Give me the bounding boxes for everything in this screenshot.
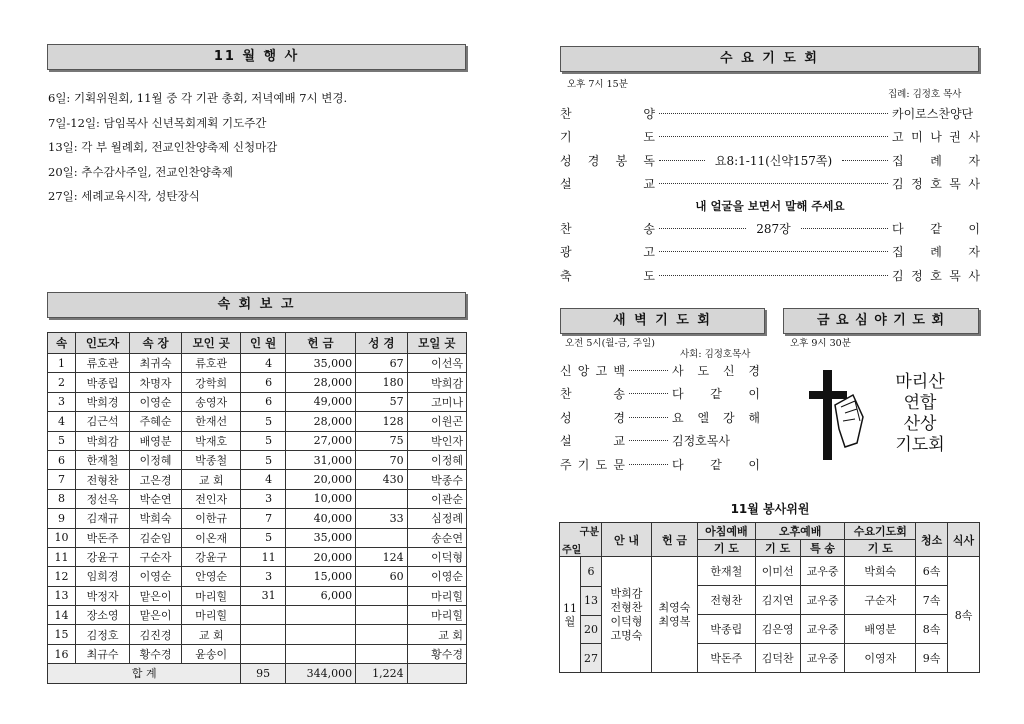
afternoon-prayer: 김덕찬: [755, 644, 800, 673]
guide-name: 고명숙: [610, 628, 643, 642]
cleaning-header: 청소: [916, 523, 948, 557]
total-offering: 344,000: [285, 664, 355, 683]
report-cell: 한재선: [182, 412, 241, 431]
report-cell: 박종철: [182, 450, 241, 469]
report-cell: 5: [241, 528, 285, 547]
report-cell: 이정혜: [407, 450, 466, 469]
report-cell: 20,000: [285, 470, 355, 489]
report-cell: 이온재: [182, 528, 241, 547]
cleaning: 8속: [916, 615, 948, 644]
wednesday-prayer: 이영자: [845, 644, 916, 673]
report-table: [47, 332, 467, 684]
report-cell: 차명자: [130, 373, 182, 392]
report-cell: 3: [241, 567, 285, 586]
report-cell: 황수경: [130, 644, 182, 663]
report-cell: 67: [356, 354, 408, 373]
order-value: 고 미 나 권 사: [892, 130, 980, 144]
report-cell: 5: [241, 412, 285, 431]
leader-dots: [629, 417, 668, 418]
order-value: 집 례 자: [892, 245, 980, 259]
sermon-title: 내 얼굴을 보면서 말해 주세요: [695, 199, 845, 213]
afternoon-header: 오후예배: [755, 523, 845, 540]
week-day: 27: [581, 643, 601, 672]
order-label: 축 도: [560, 268, 655, 283]
corner-header: [560, 523, 602, 557]
report-cell: 10,000: [285, 489, 355, 508]
report-cell: 28,000: [285, 373, 355, 392]
report-cell: 교 회: [407, 625, 466, 644]
order-row: [560, 127, 980, 147]
report-cell: 10: [48, 528, 76, 547]
report-cell: [356, 644, 408, 663]
report-cell: 맡은이: [130, 586, 182, 605]
report-cell: [241, 644, 285, 663]
report-cell: 이덕형: [407, 547, 466, 566]
special-song: 교우중: [800, 644, 845, 673]
afternoon-prayer: 이미선: [755, 557, 800, 586]
leader-dots: [801, 228, 888, 229]
report-cell: [241, 606, 285, 625]
report-cell: 김순임: [130, 528, 182, 547]
report-cell: 180: [356, 373, 408, 392]
report-cell: 이선옥: [407, 354, 466, 373]
report-row: [48, 470, 467, 489]
morning-prayer: 박종립: [698, 615, 756, 644]
order-value: 다 같 이: [892, 221, 980, 236]
order-label: 성 경 봉 독: [560, 153, 655, 168]
report-cell: [356, 489, 408, 508]
total-bible: 1,224: [356, 664, 408, 683]
afternoon-prayer: 김지연: [755, 586, 800, 615]
report-cell: 이한규: [182, 509, 241, 528]
leader-dots: [659, 275, 888, 276]
report-cell: 마리힐: [182, 606, 241, 625]
report-cell: 31: [241, 586, 285, 605]
report-row: [48, 392, 467, 411]
report-col-header: 성 경: [356, 333, 408, 354]
report-cell: 고은경: [130, 470, 182, 489]
wednesday-header: 수요기도회: [845, 523, 916, 540]
events-list: [48, 90, 458, 213]
report-cell: 6: [241, 373, 285, 392]
wednesday-prayer: 구순자: [845, 586, 916, 615]
order-label: 기 도: [560, 130, 655, 144]
report-cell: 5: [241, 431, 285, 450]
leader-dots: [629, 393, 668, 394]
report-cell: 류호관: [182, 354, 241, 373]
leader-dots: [659, 136, 888, 137]
order-row: [560, 242, 980, 262]
report-cell: [241, 625, 285, 644]
order-label: 찬 양: [560, 106, 655, 121]
dawn-time: 오전 5시(월-금, 주일): [565, 338, 655, 349]
report-cell: 강윤구: [182, 547, 241, 566]
report-cell: 124: [356, 547, 408, 566]
month-week-cell: [560, 557, 602, 673]
report-cell: 박희경: [76, 392, 130, 411]
morning-prayer-header: 기 도: [698, 540, 756, 557]
order-label: 신 앙 고 백: [560, 363, 625, 378]
report-cell: 6: [48, 450, 76, 469]
report-row: [48, 412, 467, 431]
report-cell: 박종립: [76, 373, 130, 392]
month-label: 11월: [563, 601, 577, 628]
report-cell: 마리힐: [182, 586, 241, 605]
report-cell: 강윤구: [76, 547, 130, 566]
report-cell: 정선옥: [76, 489, 130, 508]
report-row: [48, 450, 467, 469]
report-cell: 최규수: [76, 644, 130, 663]
offering-name: 최영숙: [658, 600, 691, 614]
wednesday-prayer-header: 기 도: [845, 540, 916, 557]
friday-title: 금 요 심 야 기 도 회: [783, 308, 979, 334]
report-col-header: 인도자: [76, 333, 130, 354]
morning-prayer: 한재철: [698, 557, 756, 586]
order-label: 찬 송: [560, 221, 655, 236]
report-cell: 35,000: [285, 354, 355, 373]
report-cell: 박희감: [407, 373, 466, 392]
order-row: [560, 218, 980, 238]
leader-dots: [659, 183, 888, 184]
report-cell: 임희경: [76, 567, 130, 586]
dawn-title: 새 벽 기 도 회: [560, 308, 765, 334]
report-cell: 이관순: [407, 489, 466, 508]
offering-name: 최영복: [658, 614, 691, 628]
report-cell: 4: [241, 470, 285, 489]
report-cell: 마리힐: [407, 586, 466, 605]
report-cell: 31,000: [285, 450, 355, 469]
report-cell: 430: [356, 470, 408, 489]
order-value: 사 도 신 경: [672, 363, 760, 378]
report-col-header: 속 장: [130, 333, 182, 354]
wednesday-time: 오후 7시 15분: [567, 79, 628, 90]
special-song: 교우중: [800, 615, 845, 644]
report-cell: 김정호: [76, 625, 130, 644]
order-row: [560, 384, 760, 404]
report-cell: 70: [356, 450, 408, 469]
report-cell: 28,000: [285, 412, 355, 431]
week-day: 6: [581, 557, 601, 586]
volunteer-row: [560, 557, 980, 586]
guide-name: 전형찬: [610, 600, 643, 614]
report-cell: 박재호: [182, 431, 241, 450]
leader-dots: [629, 464, 668, 465]
report-cell: 이정혜: [130, 450, 182, 469]
report-row: [48, 354, 467, 373]
report-cell: 4: [48, 412, 76, 431]
report-cell: 김진경: [130, 625, 182, 644]
leader-dots: [629, 370, 668, 371]
report-cell: [356, 606, 408, 625]
friday-time: 오후 9시 30분: [790, 338, 851, 349]
report-cell: 5: [48, 431, 76, 450]
report-cell: 16: [48, 644, 76, 663]
cleaning: 9속: [916, 644, 948, 673]
report-cell: 7: [241, 509, 285, 528]
report-header-row: [48, 333, 467, 354]
report-cell: 맡은이: [130, 606, 182, 625]
report-cell: 11: [241, 547, 285, 566]
order-row: [560, 407, 760, 427]
corner-top: 구분: [579, 527, 599, 538]
report-title: 속 회 보 고: [47, 292, 466, 318]
report-cell: 이영순: [130, 392, 182, 411]
report-cell: 류호관: [76, 354, 130, 373]
order-label: 찬 송: [560, 387, 625, 401]
report-cell: 12: [48, 567, 76, 586]
report-cell: [285, 644, 355, 663]
special-song: 교우중: [800, 557, 845, 586]
report-row: [48, 606, 467, 625]
report-cell: 교 회: [182, 625, 241, 644]
logo-line: 연합: [903, 393, 937, 413]
report-cell: 심정례: [407, 509, 466, 528]
report-cell: 이영순: [407, 567, 466, 586]
meal-cell: 8속: [948, 557, 980, 673]
order-value: 카이로스찬양단: [892, 106, 974, 121]
report-cell: 구순자: [130, 547, 182, 566]
event-item: 7일-12일: 담임목사 신년목회계획 기도주간: [48, 115, 267, 130]
leader-dots: [659, 251, 888, 252]
report-col-header: 속: [48, 333, 76, 354]
report-cell: 20,000: [285, 547, 355, 566]
order-detail: 287장: [756, 221, 791, 236]
morning-header: 아침예배: [698, 523, 756, 540]
order-value: 다 같 이: [672, 387, 760, 401]
report-cell: 60: [356, 567, 408, 586]
report-cell: 배영분: [130, 431, 182, 450]
logo-line: 산상: [903, 414, 937, 434]
week-day: 20: [581, 615, 601, 644]
cleaning: 6속: [916, 557, 948, 586]
report-cell: 고미나: [407, 392, 466, 411]
report-col-header: 인 원: [241, 333, 285, 354]
report-cell: [285, 606, 355, 625]
report-cell: [356, 528, 408, 547]
leader-dots: [659, 228, 746, 229]
morning-prayer: 전형찬: [698, 586, 756, 615]
events-title: 11 월 행 사: [47, 44, 466, 70]
report-cell: 박희숙: [130, 509, 182, 528]
wednesday-prayer: 박희숙: [845, 557, 916, 586]
report-cell: 3: [48, 392, 76, 411]
report-cell: 15: [48, 625, 76, 644]
order-value: 다 같 이: [672, 457, 760, 472]
offering-cell: [652, 557, 698, 673]
total-people: 95: [241, 664, 285, 683]
wednesday-title: 수 요 기 도 회: [560, 46, 979, 72]
report-cell: 6,000: [285, 586, 355, 605]
report-cell: 박정자: [76, 586, 130, 605]
guide-name: 이덕형: [610, 614, 643, 628]
report-cell: 박순연: [130, 489, 182, 508]
event-item: 27일: 세례교육시작, 성탄장식: [48, 189, 200, 203]
total-empty: [407, 664, 466, 683]
report-row: [48, 489, 467, 508]
report-cell: 박종수: [407, 470, 466, 489]
order-detail: 요8:1-11(신약157쪽): [714, 153, 833, 168]
report-cell: 마리힐: [407, 606, 466, 625]
report-cell: 1: [48, 354, 76, 373]
report-cell: 27,000: [285, 431, 355, 450]
report-row: [48, 586, 467, 605]
report-cell: 안영순: [182, 567, 241, 586]
friday-logo-text: [870, 372, 970, 456]
report-cell: 김근석: [76, 412, 130, 431]
wednesday-leader: 집례: 김정호 목사: [888, 89, 962, 100]
report-cell: 박인자: [407, 431, 466, 450]
offering-header: 헌 금: [652, 523, 698, 557]
order-row: [560, 454, 760, 474]
report-cell: 교 회: [182, 470, 241, 489]
leader-dots: [842, 160, 888, 161]
report-col-header: 모일 곳: [407, 333, 466, 354]
report-col-header: 모인 곳: [182, 333, 241, 354]
report-cell: 7: [48, 470, 76, 489]
report-cell: 송영자: [182, 392, 241, 411]
report-row: [48, 509, 467, 528]
event-item: 6일: 기획위원회, 11월 중 각 기관 총회, 저녁예배 7시 변경.: [48, 91, 348, 105]
report-cell: [356, 625, 408, 644]
report-cell: 57: [356, 392, 408, 411]
order-value: 김 정 호 목 사: [892, 177, 980, 191]
report-cell: 128: [356, 412, 408, 431]
order-row: [560, 174, 980, 194]
dawn-host: 사회: 김정호목사: [680, 349, 751, 360]
order-value: 요 엘 강 해: [672, 410, 760, 425]
report-total-row: [48, 664, 467, 683]
report-cell: 윤송이: [182, 644, 241, 663]
report-cell: 황수경: [407, 644, 466, 663]
total-label: 합 계: [48, 664, 241, 683]
report-cell: 5: [241, 450, 285, 469]
guide-name: 박희감: [610, 586, 643, 600]
report-cell: 11: [48, 547, 76, 566]
order-label: 설 교: [560, 177, 655, 191]
report-cell: 40,000: [285, 509, 355, 528]
event-item: 20일: 추수감사주일, 전교인찬양축제: [48, 164, 233, 179]
report-row: [48, 528, 467, 547]
event-item: 13일: 각 부 월례회, 전교인찬양축제 신청마감: [48, 140, 278, 154]
report-cell: 박돈주: [76, 528, 130, 547]
order-value: 김정호목사: [672, 434, 730, 448]
report-cell: 6: [241, 392, 285, 411]
report-cell: 35,000: [285, 528, 355, 547]
report-cell: 9: [48, 509, 76, 528]
report-cell: 14: [48, 606, 76, 625]
guide-cell: [602, 557, 652, 673]
order-row: [560, 360, 760, 380]
report-cell: 8: [48, 489, 76, 508]
afternoon-prayer: 김은영: [755, 615, 800, 644]
order-row: [560, 265, 980, 285]
report-cell: 4: [241, 354, 285, 373]
special-song-header: 특 송: [800, 540, 845, 557]
leader-dots: [659, 160, 705, 161]
report-cell: 강학희: [182, 373, 241, 392]
order-value: 집 례 자: [892, 153, 980, 168]
report-cell: [285, 625, 355, 644]
report-cell: 이원곤: [407, 412, 466, 431]
week-day: 13: [581, 586, 601, 615]
report-cell: 75: [356, 431, 408, 450]
logo-line: 마리산: [895, 372, 945, 392]
report-cell: [356, 586, 408, 605]
cleaning: 7속: [916, 586, 948, 615]
report-cell: 최귀숙: [130, 354, 182, 373]
leader-dots: [659, 113, 888, 114]
leader-dots: [629, 440, 668, 441]
report-row: [48, 547, 467, 566]
report-cell: 13: [48, 586, 76, 605]
order-label: 주 기 도 문: [560, 457, 625, 472]
report-cell: 장소영: [76, 606, 130, 625]
corner-bottom: 주일: [562, 545, 582, 556]
report-cell: 전인자: [182, 489, 241, 508]
order-label: 설 교: [560, 434, 625, 448]
report-cell: 송순연: [407, 528, 466, 547]
wednesday-prayer: 배영분: [845, 615, 916, 644]
volunteers-title: 11월 봉사위원: [730, 502, 810, 516]
logo-line: 기도회: [895, 435, 945, 455]
report-row: [48, 567, 467, 586]
report-row: [48, 644, 467, 663]
report-cell: 김재규: [76, 509, 130, 528]
report-cell: 49,000: [285, 392, 355, 411]
report-cell: 이영순: [130, 567, 182, 586]
special-song: 교우중: [800, 586, 845, 615]
order-row: [560, 431, 760, 451]
order-value: 김 정 호 목 사: [892, 268, 980, 283]
volunteers-table: [559, 522, 980, 673]
report-cell: 2: [48, 373, 76, 392]
report-cell: 15,000: [285, 567, 355, 586]
order-row: [560, 103, 980, 123]
report-cell: 박희감: [76, 431, 130, 450]
report-row: [48, 431, 467, 450]
report-cell: 3: [241, 489, 285, 508]
meal-header: 식사: [948, 523, 980, 557]
morning-prayer: 박돈주: [698, 644, 756, 673]
report-cell: 주혜순: [130, 412, 182, 431]
report-cell: 33: [356, 509, 408, 528]
report-col-header: 헌 금: [285, 333, 355, 354]
order-row: [560, 150, 980, 170]
report-cell: 한재철: [76, 450, 130, 469]
order-label: 광 고: [560, 245, 655, 259]
afternoon-prayer-header: 기 도: [755, 540, 800, 557]
guide-header: 안 내: [602, 523, 652, 557]
report-row: [48, 373, 467, 392]
week-column: [580, 557, 601, 672]
report-cell: 전형찬: [76, 470, 130, 489]
order-label: 성 경: [560, 410, 625, 425]
report-row: [48, 625, 467, 644]
